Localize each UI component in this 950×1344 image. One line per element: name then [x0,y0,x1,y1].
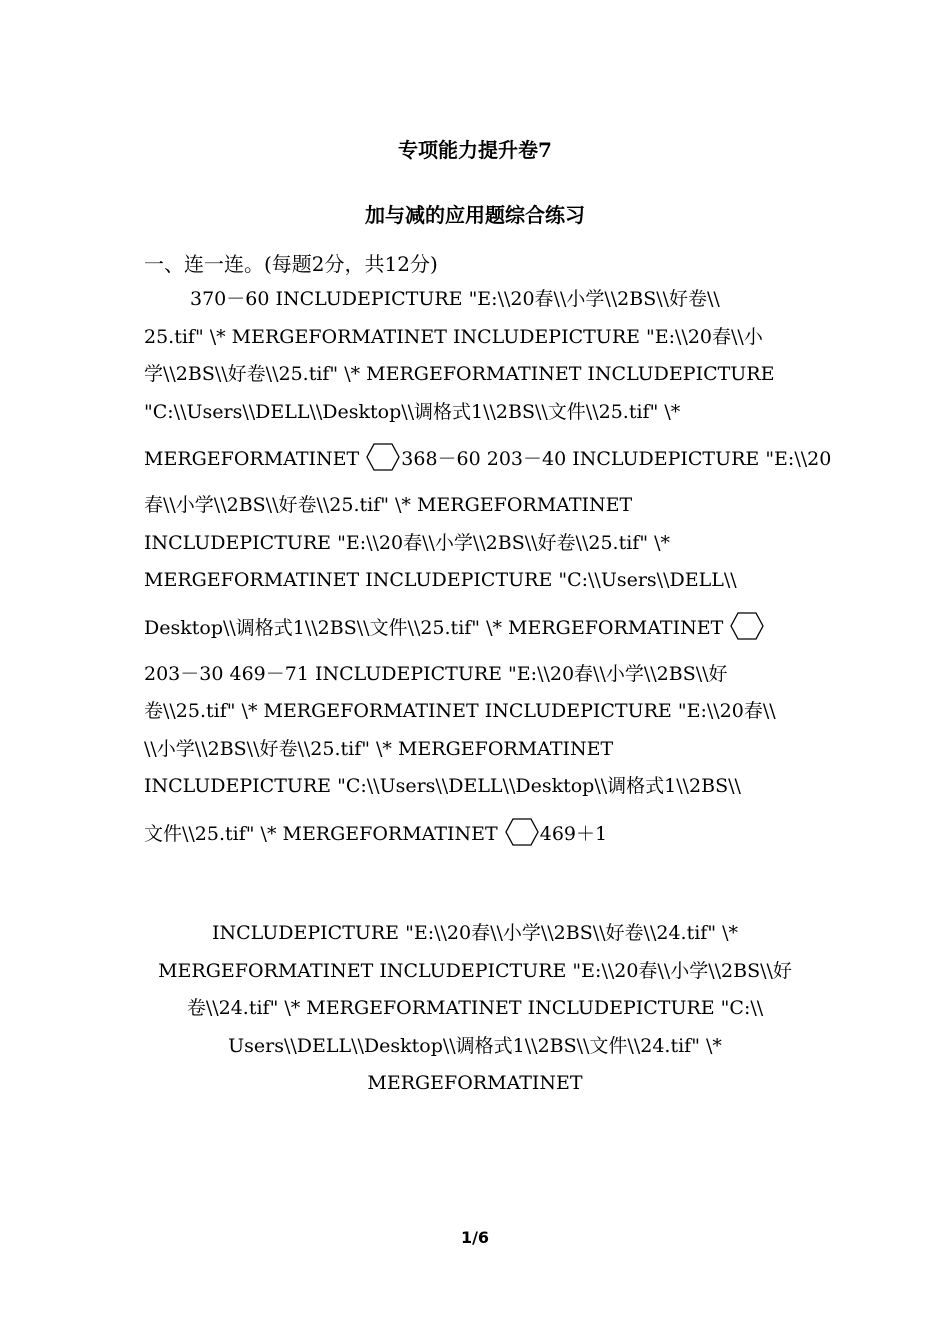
centered-picture-field [144,915,806,1103]
text-line-with-shape [144,600,814,656]
text-line: 卷\\24.tif" \* MERGEFORMATINET INCLUDEPICTURE "C:\\ [186,997,764,1019]
document-title: 专项能力提升卷7 [398,138,552,162]
hexagon-shape-icon [505,817,539,847]
text-line: 春\\小学\\2BS\\好卷\\25.tif" \* MERGEFORMATINET [144,494,633,516]
text-line: "C:\\Users\\DELL\\Desktop\\调格式1\\2BS\\文件\\25.tif" \* [144,400,681,423]
text-line: 203－30 469－71 INCLUDEPICTURE "E:\\20春\\小学\\2BS\\好 [144,662,728,685]
document-subtitle: 加与减的应用题综合练习 [365,203,585,227]
section-heading: 一、连一连。(每题2分，共12分) [144,252,438,276]
hexagon-shape-icon [366,442,400,472]
exercise-text [144,281,832,862]
text-line: INCLUDEPICTURE "E:\\20春\\小学\\2BS\\好卷\\24.tif" \* [212,922,738,944]
page-number: 1/6 [460,1228,490,1247]
text-segment: MERGEFORMATINET [144,448,366,470]
text-line-with-shape [144,431,832,487]
text-line: MERGEFORMATINET [367,1072,583,1094]
text-line: 25.tif" \* MERGEFORMATINET INCLUDEPICTURE "E:\\20春\\小 [144,325,763,348]
text-line: INCLUDEPICTURE "C:\\Users\\DELL\\Desktop\\调格式1\\2BS\\ [144,775,741,797]
text-line: Users\\DELL\\Desktop\\调格式1\\2BS\\文件\\24.tif" \* [228,1034,722,1057]
text-line: 学\\2BS\\好卷\\25.tif" \* MERGEFORMATINET INCLUDEPICTURE [144,363,775,385]
hexagon-shape-icon [730,611,764,641]
text-line: MERGEFORMATINET INCLUDEPICTURE "C:\\Users\\DELL\\ [144,569,737,591]
text-line: 370－60 INCLUDEPICTURE "E:\\20春\\小学\\2BS\\好卷\\ [190,288,720,310]
text-segment: Desktop\\调格式1\\2BS\\文件\\25.tif" \* MERGEFORMATINET [144,616,730,639]
text-line: MERGEFORMATINET INCLUDEPICTURE "E:\\20春\\小学\\2BS\\好 [158,959,792,982]
text-line-with-shape [144,806,814,862]
text-line: INCLUDEPICTURE "E:\\20春\\小学\\2BS\\好卷\\25.tif" \* [144,531,670,554]
text-line: \\小学\\2BS\\好卷\\25.tif" \* MERGEFORMATINET [144,737,614,760]
text-line: 卷\\25.tif" \* MERGEFORMATINET INCLUDEPICTURE "E:\\20春\\ [144,700,776,722]
text-segment: 469＋1 [539,822,608,845]
text-segment: 文件\\25.tif" \* MERGEFORMATINET [144,822,504,845]
text-segment: 368－60 203－40 INCLUDEPICTURE "E:\\20 [401,448,832,470]
